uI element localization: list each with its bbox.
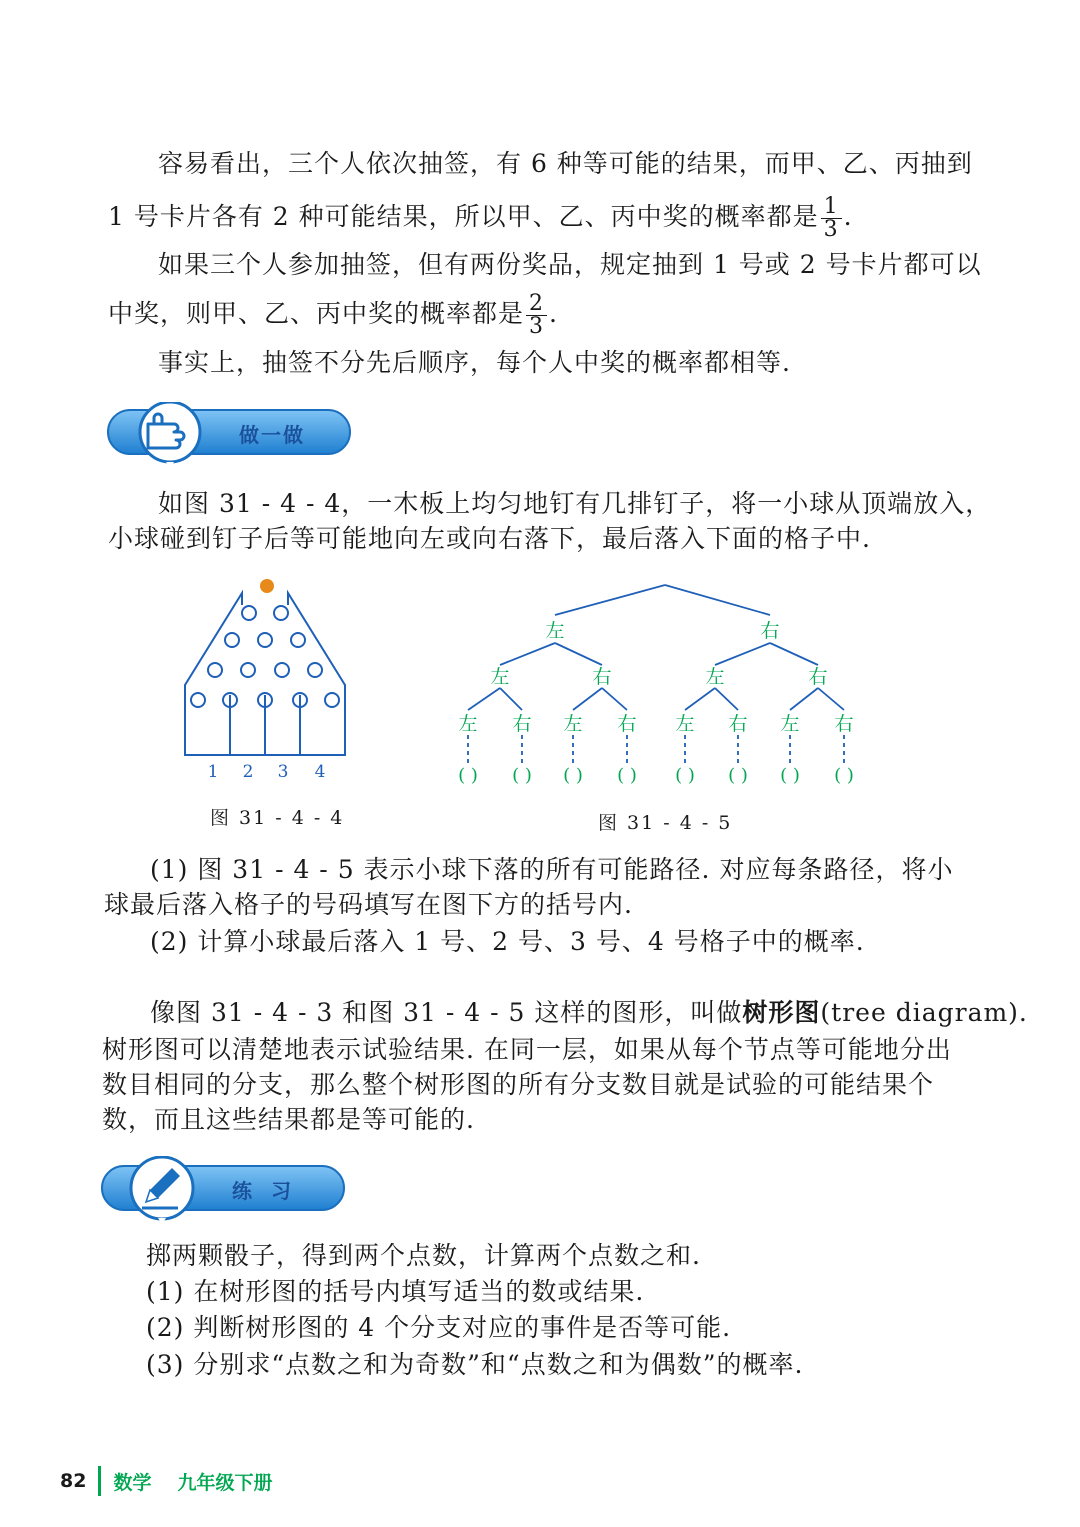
question-1-line-2: 球最后落入格子的号码填写在图下方的括号内. [104, 890, 633, 919]
slot-label-2: 2 [242, 762, 254, 780]
tree-node-left: 左 [563, 713, 583, 735]
do-it-banner-graphic [104, 402, 354, 472]
answer-blank: ( ) [834, 765, 854, 786]
question-1-line-1: (1) 图 31 - 4 - 5 表示小球下落的所有可能路径. 对应每条路径，将小 [150, 855, 954, 884]
exercise-intro: 掷两颗骰子，得到两个点数，计算两个点数之和. [146, 1241, 701, 1270]
tree-node-left: 左 [675, 713, 695, 735]
nail [191, 693, 205, 707]
tree-node-right: 右 [728, 713, 748, 735]
fraction-one-third [821, 196, 842, 241]
tree-node-right: 右 [617, 713, 637, 735]
tree-node-left: 左 [490, 666, 510, 688]
nail [274, 606, 288, 620]
figure-galton-board [180, 575, 360, 780]
exercise-2: (2) 判断树形图的 4 个分支对应的事件是否等可能. [146, 1313, 732, 1342]
footer-subject: 数学 [113, 1471, 152, 1494]
tree-node-right: 右 [760, 620, 780, 642]
do-it-banner [104, 402, 354, 476]
nail [241, 663, 255, 677]
tree-node-left: 左 [545, 620, 565, 642]
nail [308, 663, 322, 677]
figure-2-caption: 图 31 - 4 - 5 [598, 812, 733, 834]
tree-node-right: 右 [512, 713, 532, 735]
tree-node-right: 右 [592, 666, 612, 688]
paragraph-5-line-1 [150, 996, 1028, 1030]
paragraph-2-line-2-text: 中奖，则甲、乙、丙中奖的概率都是 [108, 299, 525, 328]
paragraph-3: 事实上，抽签不分先后顺序，每个人中奖的概率都相等. [158, 348, 791, 377]
footer-grade: 九年级下册 [177, 1471, 273, 1494]
answer-blank: ( ) [675, 765, 695, 786]
nail [242, 606, 256, 620]
nail [258, 633, 272, 647]
answer-blank: ( ) [458, 765, 478, 786]
answer-blank: ( ) [780, 765, 800, 786]
page-number: 82 [60, 1470, 87, 1492]
paragraph-4-line-2: 小球碰到钉子后等可能地向左或向右落下，最后落入下面的格子中. [108, 524, 871, 553]
exercise-1: (1) 在树形图的括号内填写适当的数或结果. [146, 1277, 645, 1306]
figure-tree-diagram [440, 575, 870, 790]
paragraph-5-line-4: 数，而且这些结果都是等可能的. [102, 1105, 475, 1134]
figure-1-caption: 图 31 - 4 - 4 [210, 807, 345, 829]
nail [291, 633, 305, 647]
tree-node-left: 左 [780, 713, 800, 735]
nail [325, 693, 339, 707]
paragraph-1-line-1: 容易看出，三个人依次抽签，有 6 种等可能的结果，而甲、乙、丙抽到 [158, 149, 973, 178]
slot-label-1: 1 [207, 762, 219, 780]
slot-label-3: 3 [277, 762, 289, 780]
tree-node-right: 右 [808, 666, 828, 688]
paragraph-1-line-2: 1 号卡片各有 2 种可能结果，所以甲、乙、丙中奖的概率都是 $\frac{1}{3}$ . [108, 194, 853, 242]
paragraph-5-line-1-a: 像图 31 - 4 - 3 和图 31 - 4 - 5 这样的图形，叫做 [150, 998, 743, 1027]
paragraph-2-line-2: 中奖，则甲、乙、丙中奖的概率都是 $\frac{2}{3}$ . [108, 291, 558, 339]
term-tree-diagram: 树形图 [742, 998, 821, 1027]
paragraph-5-line-2: 树形图可以清楚地表示试验结果. 在同一层，如果从每个节点等可能地分出 [102, 1035, 952, 1064]
nail [225, 633, 239, 647]
answer-blank: ( ) [512, 765, 532, 786]
paragraph-2-line-1: 如果三个人参加抽签，但有两份奖品，规定抽到 1 号或 2 号卡片都可以 [158, 250, 982, 279]
paragraph-4-line-1: 如图 31 - 4 - 4，一木板上均匀地钉有几排钉子，将一小球从顶端放入， [158, 489, 992, 518]
tree-node-right: 右 [834, 713, 854, 735]
footer-divider [98, 1466, 101, 1496]
tree-node-left: 左 [705, 666, 725, 688]
paragraph-5-line-3: 数目相同的分支，那么整个树形图的所有分支数目就是试验的可能结果个 [102, 1070, 935, 1099]
ball [260, 579, 274, 593]
do-it-label: 做一做 [239, 423, 305, 447]
practice-banner-graphic [98, 1156, 348, 1228]
fraction-two-thirds [526, 293, 547, 338]
page-footer [60, 1466, 272, 1496]
answer-blank: ( ) [563, 765, 583, 786]
exercise-3: (3) 分别求“点数之和为奇数”和“点数之和为偶数”的概率. [146, 1350, 804, 1379]
paragraph-5-line-1-b: (tree diagram). [820, 998, 1028, 1027]
fraction-numerator: 2 [526, 293, 547, 316]
answer-blank: ( ) [617, 765, 637, 786]
fraction-denominator: 3 [529, 314, 545, 339]
fraction-numerator: 1 [821, 196, 842, 219]
tree-node-left: 左 [458, 713, 478, 735]
question-2: (2) 计算小球最后落入 1 号、2 号、3 号、4 号格子中的概率. [150, 927, 865, 956]
nail [208, 663, 222, 677]
practice-banner [98, 1156, 348, 1232]
paragraph-1-line-2-text: 1 号卡片各有 2 种可能结果，所以甲、乙、丙中奖的概率都是 [108, 202, 819, 231]
answer-blank: ( ) [728, 765, 748, 786]
practice-label: 练 习 [232, 1179, 297, 1203]
fraction-denominator: 3 [823, 217, 839, 242]
slot-label-4: 4 [314, 762, 326, 780]
nail [275, 663, 289, 677]
